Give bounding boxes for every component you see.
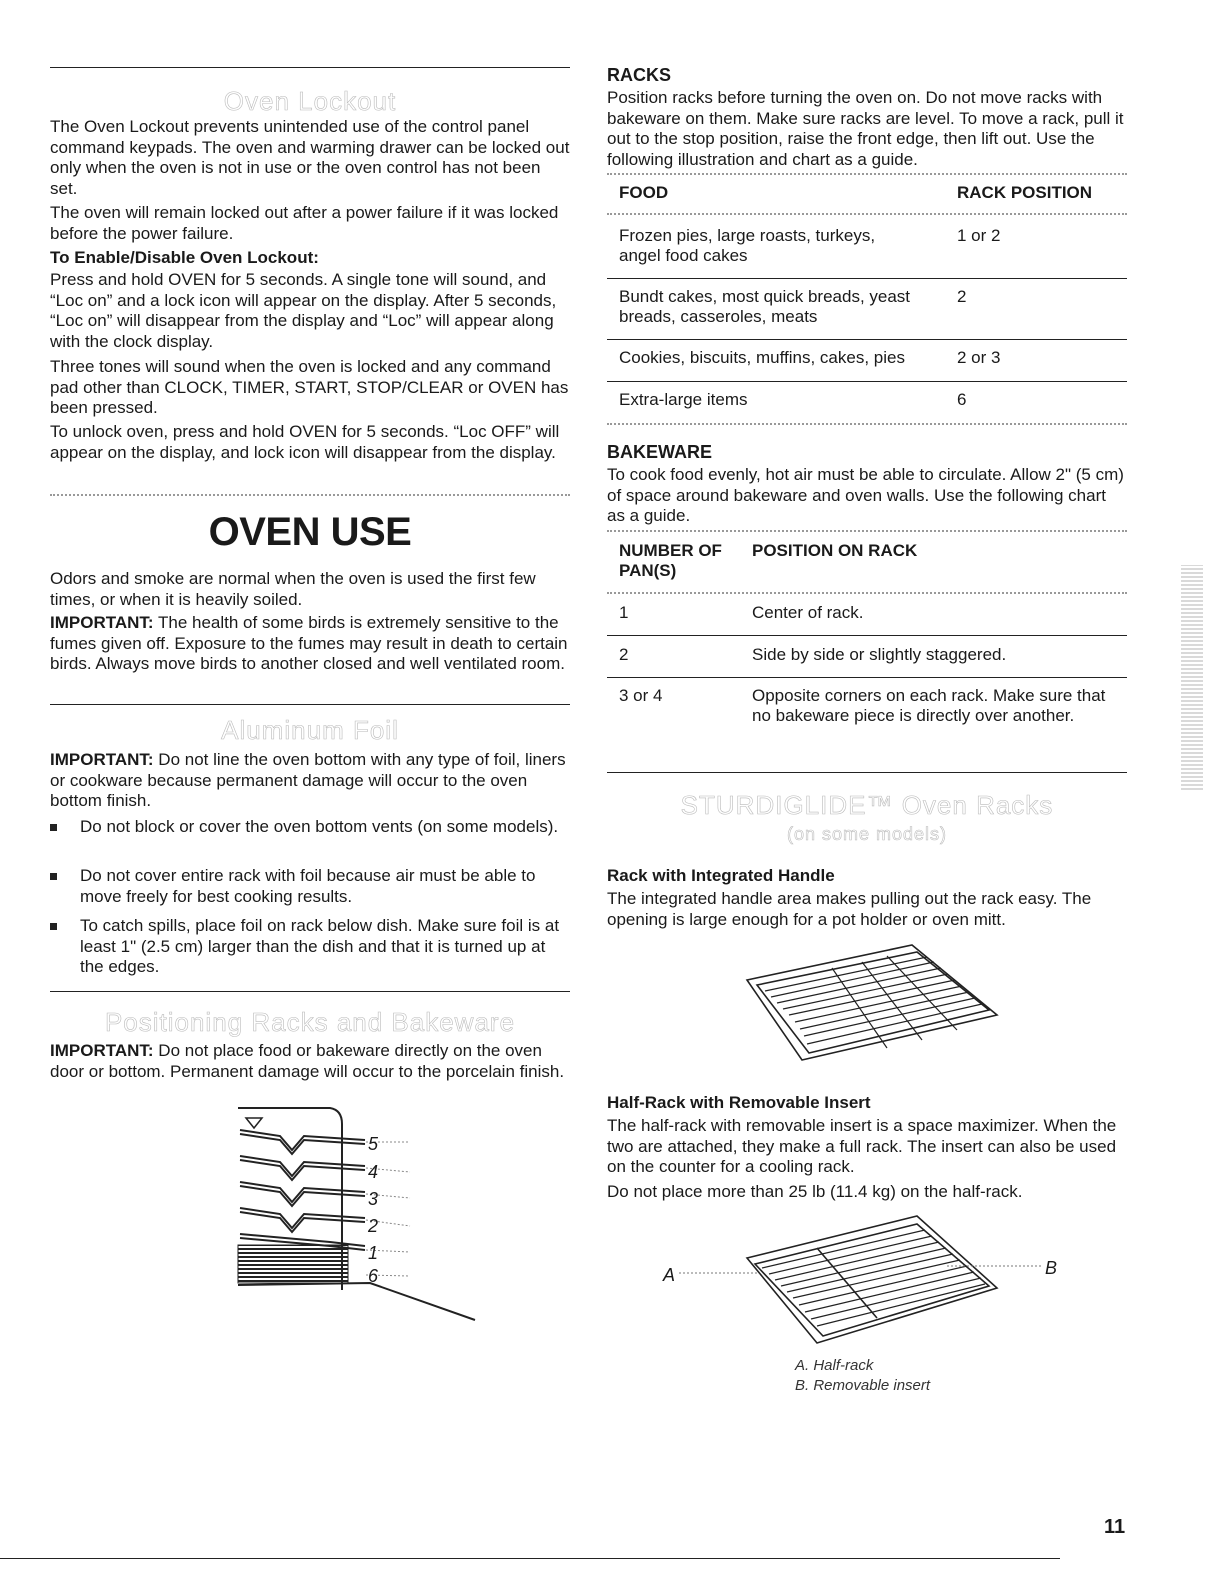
oven-use-title: OVEN USE [208, 510, 412, 554]
half-rack-heading: Half-Rack with Removable Insert [607, 1093, 871, 1112]
footer-rule [0, 1558, 1060, 1559]
racks-p1: Position racks before turning the oven on. Do not move racks with bakeware on them. Make sure racks are level. To move a rack, pull it out to the stop position, raise the front edge, then lift out. Use the following illustration and chart as a guide. [607, 88, 1124, 169]
important-label: IMPORTANT: [50, 613, 154, 632]
row-divider [607, 278, 1127, 279]
rack-number-label: 6 [368, 1266, 379, 1286]
dotted-divider [607, 530, 1127, 532]
oven-lockout-p5: To unlock oven, press and hold OVEN for 5 seconds. “Loc OFF” will appear on the display, and lock icon will disappear from the display. [50, 422, 560, 462]
rack-number-label: 2 [368, 1216, 379, 1236]
bakeware-heading: BAKEWARE [607, 442, 713, 462]
side-tab-marker [1181, 565, 1203, 790]
half-rack-illustration [667, 1208, 1067, 1358]
oven-lockout-p3: Press and hold OVEN for 5 seconds. A single tone will sound, and “Loc on” and a lock icon will appear on the display. After 5 seconds, “Loc on” will disappear from the display and “Loc” will appear along with the clock display. [50, 270, 557, 351]
label-a: A [663, 1265, 676, 1285]
integrated-handle-text: The integrated handle area makes pulling out the rack easy. The opening is large enough for a pot holder or oven mitt. [607, 889, 1092, 929]
page-number: 11 [1104, 1516, 1126, 1538]
label-b: B [1045, 1258, 1058, 1278]
bullet-icon [50, 824, 57, 831]
bullet-icon [50, 923, 57, 930]
important-text: The health of some birds is extremely sensitive to the fumes given off. Exposure to the fumes may result in death to certain birds. Always move birds to another closed and well ventilated room. [50, 613, 568, 673]
oven-lockout-heading: Oven Lockout [223, 86, 397, 116]
rack-number-label: 1 [368, 1243, 379, 1263]
section-divider [50, 704, 570, 705]
aluminum-foil-important [50, 750, 570, 812]
rack-positions-illustration [180, 1100, 480, 1330]
section-divider [50, 67, 570, 68]
rack-number-label: 3 [368, 1189, 379, 1209]
important-text: Do not place food or bakeware directly on the oven door or bottom. Permanent damage will occur to the porcelain finish. [50, 1041, 565, 1081]
table-header: RACK POSITION [957, 183, 1093, 202]
positioning-heading: Positioning Racks and Bakeware [104, 1007, 516, 1037]
sturdiglide-heading: STURDIGLIDE™ Oven Racks [680, 790, 1054, 820]
dotted-divider [607, 592, 1127, 594]
table-header: NUMBER OF [619, 541, 722, 560]
rack-number-label: 4 [368, 1162, 379, 1182]
half-rack-weight-note: Do not place more than 25 lb (11.4 kg) on the half-rack. [607, 1182, 1023, 1201]
table-header: PAN(S) [619, 561, 677, 580]
table-header: POSITION ON RACK [752, 541, 918, 560]
row-divider [607, 635, 1127, 636]
dotted-divider [607, 173, 1127, 175]
important-label: IMPORTANT: [50, 1041, 154, 1060]
oven-lockout-p4: Three tones will sound when the oven is locked and any command pad other than CLOCK, TIMER, START, STOP/CLEAR or OVEN has been pressed. [50, 357, 569, 417]
bullet-icon [50, 873, 57, 880]
row-divider [607, 381, 1127, 382]
dotted-divider [607, 213, 1127, 215]
row-divider [607, 339, 1127, 340]
table-header: FOOD [619, 183, 669, 202]
integrated-handle-heading: Rack with Integrated Handle [607, 866, 835, 885]
oven-use-p1: Odors and smoke are normal when the oven is used the first few times, or when it is heavily soiled. [50, 569, 536, 609]
oven-lockout-p2: The oven will remain locked out after a power failure if it was locked before the power failure. [50, 203, 559, 243]
dotted-divider [607, 423, 1127, 425]
sturdiglide-subheading: (on some models) [786, 824, 948, 844]
important-label: IMPORTANT: [50, 750, 154, 769]
enable-lockout-subheading: To Enable/Disable Oven Lockout: [50, 248, 319, 267]
bakeware-p1: To cook food evenly, hot air must be able to circulate. Allow 2" (5 cm) of space around bakeware and oven walls. Use the following chart as a guide. [607, 465, 1124, 525]
positioning-important [50, 1041, 570, 1082]
rack-with-handle-illustration [737, 940, 1007, 1070]
caption-half-rack: A. Half-rack [795, 1357, 874, 1374]
rack-number-label: 5 [368, 1134, 379, 1154]
row-divider [607, 677, 1127, 678]
oven-use-important [50, 613, 570, 675]
section-divider [607, 772, 1127, 773]
caption-removable-insert: B. Removable insert [795, 1377, 931, 1394]
racks-heading: RACKS [607, 65, 672, 85]
half-rack-text: The half-rack with removable insert is a space maximizer. When the two are attached, they make a full rack. The insert can also be used on the counter for a cooling rack. [607, 1116, 1117, 1176]
dotted-divider [50, 494, 570, 496]
section-divider [50, 991, 570, 992]
aluminum-foil-heading: Aluminum Foil [221, 715, 399, 745]
important-text: Do not line the oven bottom with any type of foil, liners or cookware because permanent damage will occur to the oven bottom finish. [50, 750, 566, 810]
oven-lockout-p1: The Oven Lockout prevents unintended use of the control panel command keypads. The oven and warming drawer can be locked out only when the oven is not in use or the oven control has not been set. [50, 117, 570, 198]
